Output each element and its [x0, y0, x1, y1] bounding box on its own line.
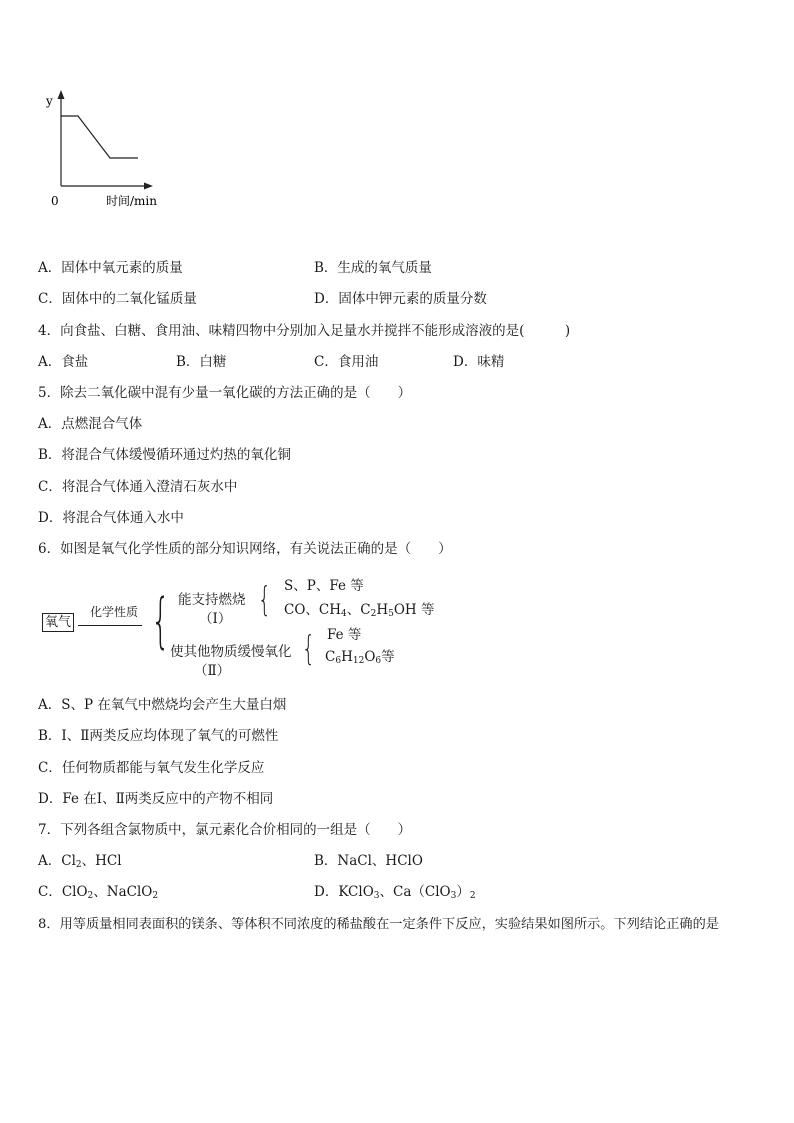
q4-option-b: B．白糖: [176, 354, 227, 370]
q7-option-d: D．KClO$_3$、$Ca(ClO_3)_2$: [314, 884, 476, 901]
origin-label: 0: [51, 194, 59, 208]
diagram-connector-line: [78, 625, 142, 626]
data-line: [61, 116, 138, 158]
q3-option-a: A．固体中氧元素的质量: [38, 260, 183, 276]
diagram-branch1-tag: （Ⅰ）: [199, 611, 232, 627]
q3-option-c: C．固体中的二氧化锰质量: [38, 291, 197, 307]
diagram-branch-label: 化学性质: [90, 605, 139, 619]
diagram-branch1-item2: CO、$CH_4$、$C_2H_5OH$ 等: [284, 602, 435, 619]
q3-option-d: D．固体中钾元素的质量分数: [314, 291, 487, 307]
q7-option-b: B．NaCl、HClO: [314, 853, 423, 869]
q4-option-d: D．味精: [453, 354, 505, 370]
diagram-branch1-item1: S、P、Fe 等: [284, 578, 364, 594]
diagram-branch1-brace: {: [258, 580, 271, 620]
line-graph: [38, 88, 168, 213]
q5-option-a: A．点燃混合气体: [38, 416, 143, 432]
q4-option-a: A．食盐: [38, 354, 89, 370]
q3-option-b: B．生成的氧气质量: [314, 260, 432, 276]
q5-option-d: D．将混合气体通入水中: [38, 510, 184, 526]
y-axis-label: y: [46, 94, 53, 108]
q6-stem: 6．如图是氧气化学性质的部分知识网络，有关说法正确的是（ ）: [38, 541, 452, 557]
q5-option-b: B．将混合气体缓慢循环通过灼热的氧化铜: [38, 447, 291, 463]
diagram-branch2: 使其他物质缓慢氧化: [170, 644, 292, 660]
diagram-main-brace: {: [151, 586, 171, 656]
q4-option-c: C．食用油: [314, 354, 379, 370]
diagram-branch2-brace: {: [302, 629, 315, 669]
q8-stem: 8．用等质量相同表面积的镁条、等体积不同浓度的稀盐酸在一定条件下反应，实验结果如图所示。下列结论正确的是: [38, 917, 719, 932]
q5-option-c: C．将混合气体通入澄清石灰水中: [38, 479, 238, 495]
q6-option-c: C．任何物质都能与氧气发生化学反应: [38, 760, 265, 776]
x-axis-label: 时间/min: [106, 194, 157, 208]
diagram-branch2-tag: （Ⅱ）: [194, 663, 231, 679]
x-axis-arrow: [144, 183, 153, 190]
q6-option-d: D．Fe 在Ⅰ、Ⅱ两类反应中的产物不相同: [38, 791, 274, 807]
diagram-root-box: 氧气: [42, 613, 74, 632]
diagram-branch2-item1: Fe 等: [327, 627, 362, 643]
diagram-branch1: 能支持燃烧: [178, 592, 246, 608]
diagram-branch2-item2: $C_6H_{12}O_6$等: [325, 649, 395, 666]
y-axis-arrow: [58, 90, 65, 99]
q4-stem: 4．向食盐、白糖、食用油、味精四物中分别加入足量水并搅拌不能形成溶液的是( ): [38, 323, 571, 339]
q6-option-b: B．Ⅰ、Ⅱ两类反应均体现了氧气的可燃性: [38, 728, 279, 744]
q7-option-c: C．ClO$_2$、NaClO$_2$: [38, 884, 159, 901]
q6-option-a: A．S、P 在氧气中燃烧均会产生大量白烟: [38, 697, 287, 713]
q7-option-a: A．$Cl_2$、HCl: [38, 853, 122, 870]
q7-stem: 7．下列各组含氯物质中，氯元素化合价相同的一组是（ ）: [38, 822, 412, 838]
q5-stem: 5．除去二氧化碳中混有少量一氧化碳的方法正确的是（ ）: [38, 385, 412, 401]
